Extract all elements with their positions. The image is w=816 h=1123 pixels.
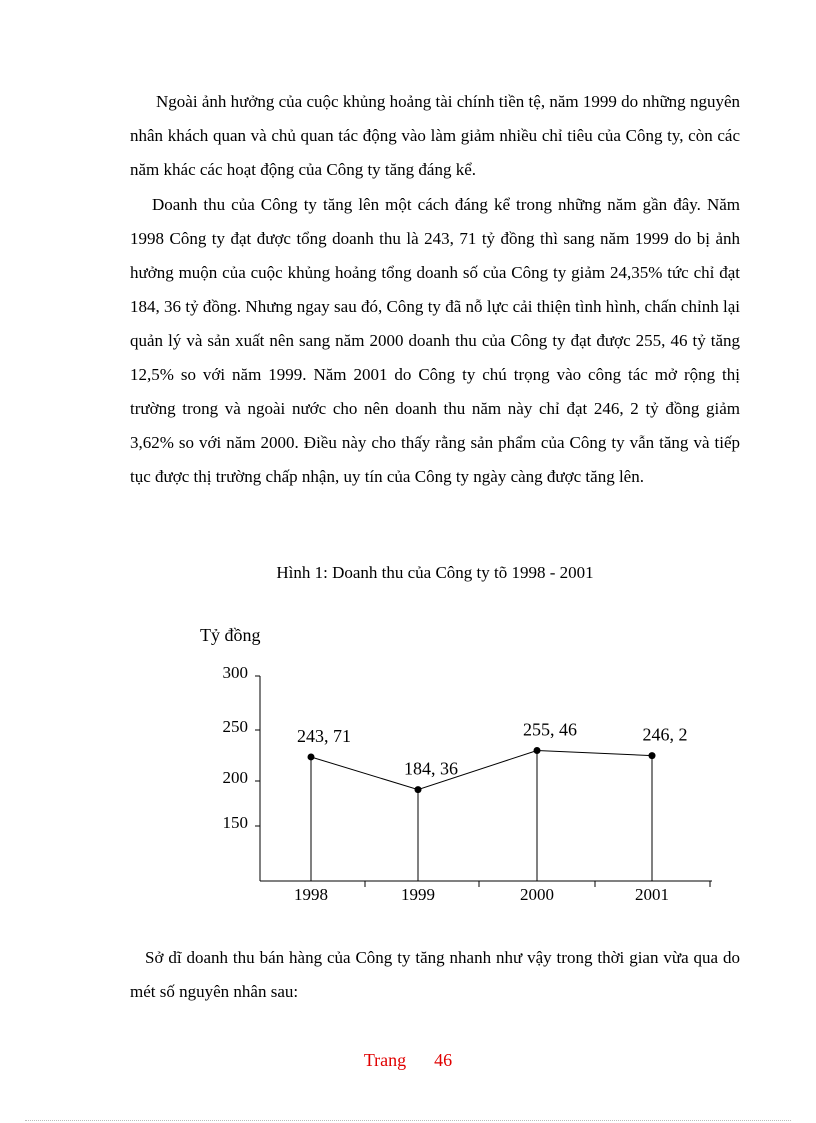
data-label-1998: 243, 71	[297, 725, 351, 746]
y-tick-label-300: 300	[222, 663, 248, 682]
y-tick-label-200: 200	[222, 768, 248, 787]
x-tick-label-2001: 2001	[635, 885, 669, 904]
y-axis-label: Tỷ đồng	[200, 625, 261, 645]
paragraph-1: Ngoài ảnh hưởng của cuộc khủng hoảng tài chính tiền tệ, năm 1999 do những nguyên nhân khách quan và chủ quan tác động vào làm giảm nhiều chỉ tiêu của Công ty, còn các năm khác các hoạt động của Công ty tăng đáng kể.	[130, 92, 740, 179]
x-tick-label-2000: 2000	[520, 885, 554, 904]
data-point-1998	[308, 753, 315, 760]
data-point-2000	[534, 747, 541, 754]
paragraph-3: Sở dĩ doanh thu bán hàng của Công ty tăng nhanh như vậy trong thời gian vừa qua do mét số nguyên nhân sau:	[130, 948, 740, 1001]
page-bottom-divider	[25, 1120, 791, 1121]
x-tick-label-1999: 1999	[401, 885, 435, 904]
data-label-2000: 255, 46	[523, 719, 577, 740]
x-tick-label-1998: 1998	[294, 885, 328, 904]
data-point-1999	[415, 786, 422, 793]
paragraph-2: Doanh thu của Công ty tăng lên một cách đáng kể trong những năm gần đây. Năm 1998 Công ty đạt được tổng doanh thu là 243, 71 tỷ đồng thì sang năm 1999 do bị ảnh hưởng muộn của cuộc khủng hoảng tổng doanh số của Công ty giảm 24,35% tức chỉ đạt 184, 36 tỷ đồng. Nhưng ngay sau đó, Công ty đã nỗ lực cải thiện tình hình, chấn chỉnh lại quản lý và sản xuất nên sang năm 2000 doanh thu của Công ty đạt được 255, 46 tỷ tăng 12,5% so với năm 1999. Năm 2001 do Công ty chú trọng vào công tác mở rộng thị trường trong và ngoài nước cho nên doanh thu năm này chỉ đạt 246, 2 tỷ đồng giảm 3,62% so với năm 2000. Điều này cho thấy rằng sản phẩm của Công ty vẫn tăng và tiếp tục được thị trường chấp nhận, uy tín của Công ty ngày càng được tăng lên.	[130, 195, 740, 486]
data-label-1999: 184, 36	[404, 758, 458, 779]
y-tick-label-150: 150	[222, 813, 248, 832]
y-tick-label-250: 250	[222, 717, 248, 736]
data-label-2001: 246, 2	[642, 724, 688, 745]
revenue-series-line	[311, 750, 652, 789]
data-point-2001	[649, 752, 656, 759]
page-number: 46	[434, 1050, 453, 1070]
page-footer	[0, 1050, 816, 1071]
figure-caption: Hình 1: Doanh thu của Công ty tõ 1998 - 2001	[276, 563, 594, 582]
footer-label: Trang	[363, 1050, 407, 1070]
